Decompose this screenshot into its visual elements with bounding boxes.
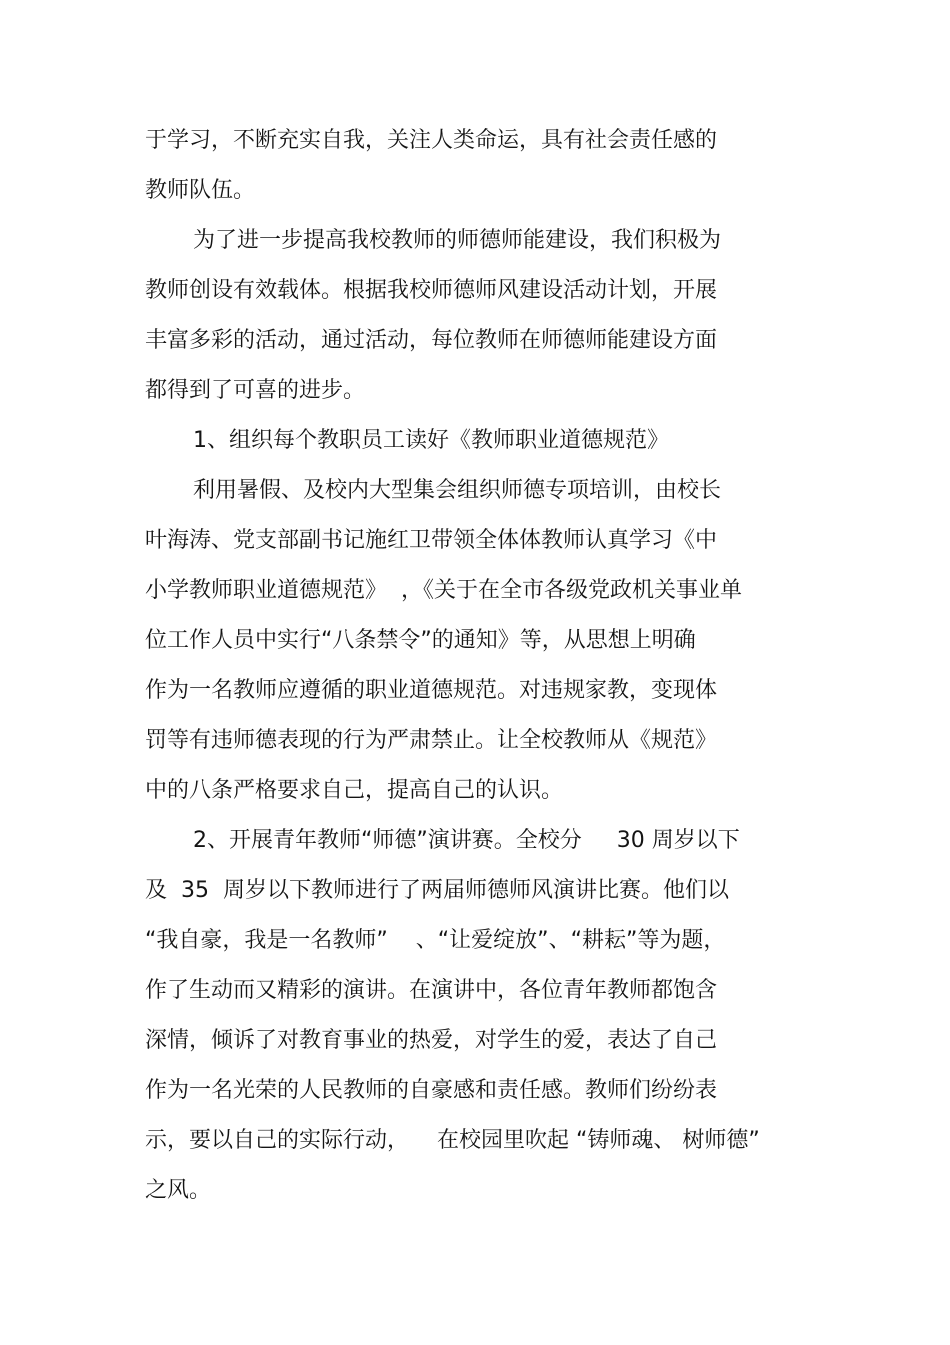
text-line: 之风。 [145, 1178, 212, 1203]
text-line: 丰富多彩的活动，通过活动，每位教师在师德师能建设方面 [145, 328, 718, 353]
section-heading-1: 1、组织每个教职员工读好《教师职业道德规范》 [193, 428, 669, 453]
text-line: 作了生动而又精彩的演讲。在演讲中，各位青年教师都饱含 [145, 978, 718, 1003]
paragraph-start-line: 利用暑假、及校内大型集会组织师德专项培训，由校长 [193, 478, 722, 503]
text-line: 小学教师职业道德规范》 ，《关于在全市各级党政机关事业单 [145, 578, 742, 603]
text-line: 位工作人员中实行“八条禁令”的通知》等，从思想上明确 [145, 628, 696, 653]
section-heading-2: 2、开展青年教师“师德”演讲赛。全校分 30 周岁以下 [193, 828, 740, 853]
text-line: 叶海涛、党支部副书记施红卫带领全体体教师认真学习《中 [145, 528, 718, 553]
text-line: 教师创设有效载体。根据我校师德师风建设活动计划，开展 [145, 278, 718, 303]
text-line: 作为一名光荣的人民教师的自豪感和责任感。教师们纷纷表 [145, 1078, 718, 1103]
text-line: 深情，倾诉了对教育事业的热爱，对学生的爱，表达了自己 [145, 1028, 718, 1053]
paragraph-start-line: 为了进一步提高我校教师的师德师能建设，我们积极为 [193, 228, 722, 253]
text-line: 示，要以自己的实际行动， 在校园里吹起 “铸师魂、 树师德” [145, 1128, 760, 1153]
text-line: 及 35 周岁以下教师进行了两届师德师风演讲比赛。他们以 [145, 878, 729, 903]
text-line: 于学习，不断充实自我，关注人类命运，具有社会责任感的 [145, 128, 718, 153]
text-line: 教师队伍。 [145, 178, 256, 203]
text-line: 罚等有违师德表现的行为严肃禁止。让全校教师从《规范》 [145, 728, 718, 753]
text-line: 作为一名教师应遵循的职业道德规范。对违规家教，变现体 [145, 678, 718, 703]
text-line: 中的八条严格要求自己，提高自己的认识。 [145, 778, 564, 803]
text-line: “我自豪，我是一名教师” 、“让爱绽放”、“耕耘”等为题， [145, 928, 726, 953]
text-line: 都得到了可喜的进步。 [145, 378, 366, 403]
